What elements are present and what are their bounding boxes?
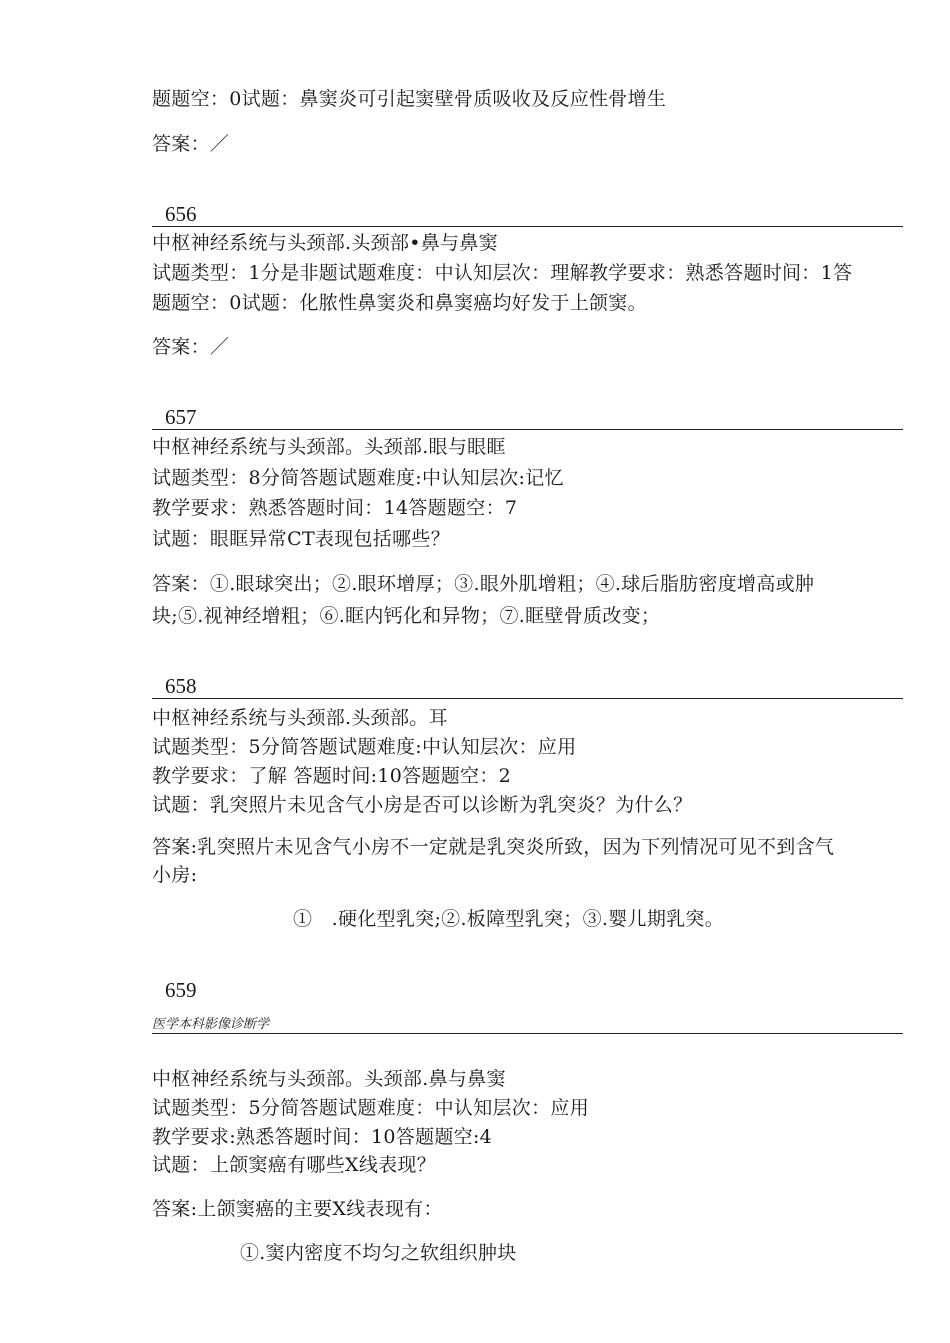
q659-answer-2: ①.窦内密度不均匀之软组织肿块 bbox=[240, 1242, 517, 1264]
q657-answer-2: 块;⑤.视神经增粗；⑥.眶内钙化和异物；⑦.眶壁骨质改变； bbox=[152, 605, 661, 627]
question-number-657: 657 bbox=[165, 405, 197, 429]
q657-answer-1: 答案：①.眼球突出；②.眼环增厚；③.眼外肌增粗；④.球后脂肪密度增高或肿 bbox=[152, 573, 815, 595]
q658-question: 试题：乳突照片未见含气小房是否可以诊断为乳突炎？为什么？ bbox=[152, 794, 693, 816]
q659-meta-1: 试题类型：5分简答题试题难度：中认知层次：应用 bbox=[152, 1097, 589, 1119]
q656-answer: 答案：／ bbox=[152, 336, 230, 358]
q656-category: 中枢神经系统与头颈部.头颈部•鼻与鼻窦 bbox=[152, 232, 498, 254]
q659-answer-1: 答案:上颌窦癌的主要X线表现有： bbox=[152, 1198, 443, 1220]
divider-656 bbox=[152, 226, 903, 227]
divider-657 bbox=[152, 429, 903, 430]
q659-category: 中枢神经系统与头颈部。头颈部.鼻与鼻窦 bbox=[152, 1068, 506, 1090]
q657-meta-2: 教学要求：熟悉答题时间：14答题题空：7 bbox=[152, 497, 518, 519]
page-header-text: 医学本科影像诊断学 bbox=[152, 1017, 270, 1032]
q658-meta-1: 试题类型：5分简答题试题难度:中认知层次：应用 bbox=[152, 736, 577, 758]
q656-meta: 试题类型：1分是非题试题难度：中认知层次：理解教学要求：熟悉答题时间：1答 bbox=[152, 262, 853, 284]
top-answer: 答案：／ bbox=[152, 133, 230, 155]
top-question-line: 题题空：0试题：鼻窦炎可引起窦壁骨质吸收及反应性骨增生 bbox=[152, 88, 667, 110]
question-number-659: 659 bbox=[165, 978, 197, 1002]
divider-658 bbox=[152, 698, 903, 699]
q658-category: 中枢神经系统与头颈部.头颈部。耳 bbox=[152, 707, 448, 729]
question-number-658: 658 bbox=[165, 674, 197, 698]
q657-meta-1: 试题类型：8分简答题试题难度:中认知层次:记忆 bbox=[152, 467, 564, 489]
question-number-656: 656 bbox=[165, 202, 197, 226]
divider-659 bbox=[152, 1033, 903, 1034]
q659-question: 试题：上颌窦癌有哪些X线表现？ bbox=[152, 1154, 437, 1176]
q658-meta-2: 教学要求：了解 答题时间:10答题题空：2 bbox=[152, 765, 512, 787]
q658-answer-3: ① .硬化型乳突;②.板障型乳突；③.婴儿期乳突。 bbox=[293, 908, 725, 930]
q658-answer-1: 答案:乳突照片未见含气小房不一定就是乳突炎所致，因为下列情况可见不到含气 bbox=[152, 836, 835, 858]
q657-question: 试题：眼眶异常CT表现包括哪些？ bbox=[152, 528, 451, 550]
q659-meta-2: 教学要求:熟悉答题时间：10答题题空:4 bbox=[152, 1126, 493, 1148]
q657-category: 中枢神经系统与头颈部。头颈部.眼与眼眶 bbox=[152, 436, 506, 458]
q656-question-line: 题题空：0试题：化脓性鼻窦炎和鼻窦癌均好发于上颌窦。 bbox=[152, 292, 647, 314]
q658-answer-2: 小房: bbox=[152, 864, 198, 886]
